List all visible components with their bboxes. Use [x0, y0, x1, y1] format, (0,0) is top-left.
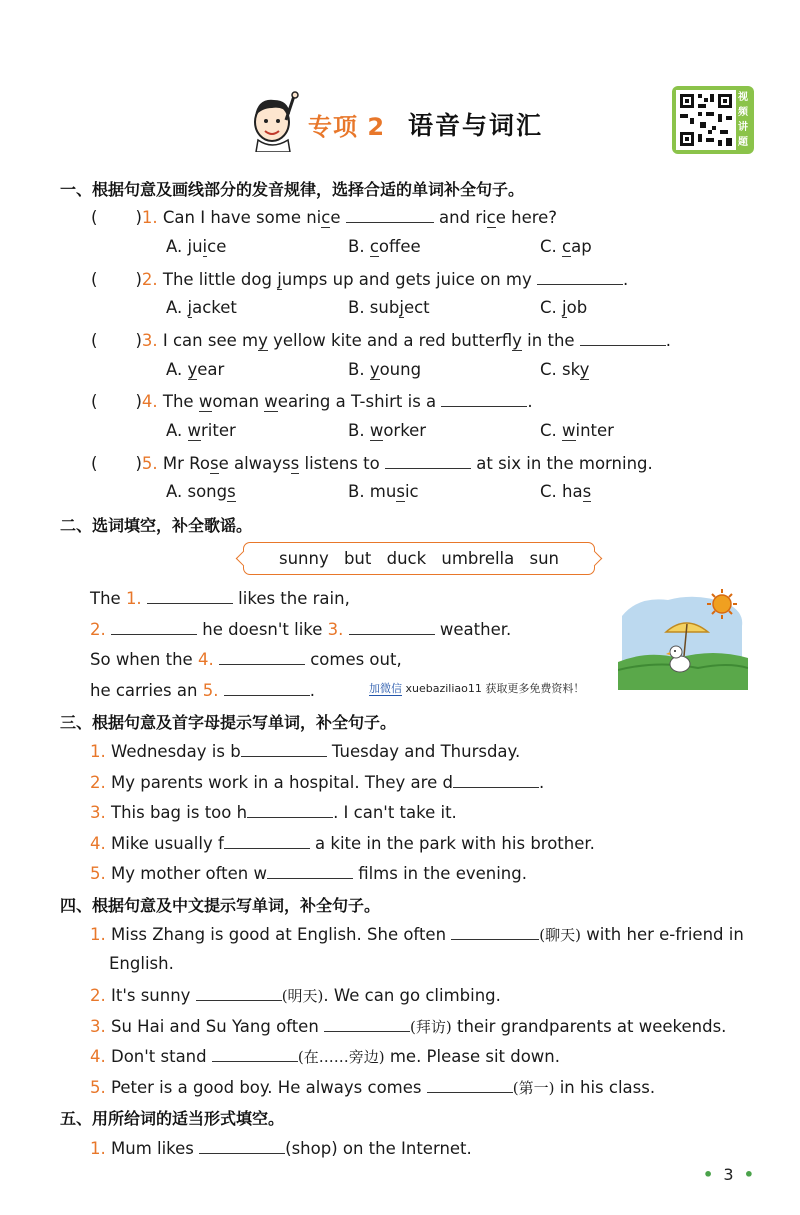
answer-blank[interactable] — [537, 268, 623, 285]
s4-item-4: 4. Don't stand (在……旁边) me. Please sit down. — [90, 1047, 561, 1066]
answer-blank[interactable] — [385, 452, 471, 469]
s3-item-2: 2. My parents work in a hospital. They are d . — [90, 773, 545, 792]
s5-item-1: 1. Mum likes (shop) on the Internet. — [90, 1139, 472, 1158]
q2-option-a[interactable]: A. jacket — [166, 298, 237, 317]
answer-blank[interactable] — [580, 329, 666, 346]
section1-heading: 一、根据句意及画线部分的发音规律，选择合适的单词补全句子。 — [60, 180, 525, 199]
answer-blank[interactable] — [453, 771, 539, 788]
s3-item-4: 4. Mike usually f a kite in the park with his brother. — [90, 834, 595, 853]
answer-blank[interactable] — [224, 679, 310, 696]
answer-blank[interactable] — [267, 862, 353, 879]
section5-heading: 五、用所给词的适当形式填空。 — [60, 1109, 285, 1128]
answer-blank[interactable] — [196, 984, 282, 1001]
question-4: ( )4. The woman wearing a T-shirt is a . — [91, 392, 533, 411]
answer-blank[interactable] — [324, 1015, 410, 1032]
rhyme-line-1: The 1. likes the rain, — [90, 589, 350, 608]
q3-option-b[interactable]: B. young — [348, 360, 422, 379]
s4-item-2: 2. It's sunny (明天). We can go climbing. — [90, 986, 501, 1005]
s4-item-1-continued: English. — [109, 954, 174, 973]
promo-link[interactable]: 加微信 — [369, 682, 402, 695]
qr-code[interactable] — [672, 86, 754, 154]
question-1: ( )1. Can I have some nice and rice here? — [91, 208, 558, 227]
answer-blank[interactable] — [199, 1137, 285, 1154]
section2-heading: 二、选词填空，补全歌谣。 — [60, 516, 253, 535]
answer-blank[interactable] — [451, 923, 539, 940]
q2-option-b[interactable]: B. subject — [348, 298, 430, 317]
rhyme-line-3: So when the 4. comes out, — [90, 650, 402, 669]
rhyme-line-4: he carries an 5. . — [90, 681, 315, 700]
question-2: ( )2. The little dog jumps up and gets juice on my . — [91, 270, 629, 289]
q5-option-a[interactable]: A. songs — [166, 482, 236, 501]
answer-blank[interactable] — [224, 832, 310, 849]
answer-blank[interactable] — [219, 648, 305, 665]
q4-option-a[interactable]: A. writer — [166, 421, 236, 440]
q2-option-c[interactable]: C. job — [540, 298, 588, 317]
answer-blank[interactable] — [427, 1076, 513, 1093]
qr-side-label: 视频讲题 — [738, 92, 748, 148]
page-dot-left: • — [703, 1165, 714, 1184]
q4-option-c[interactable]: C. winter — [540, 421, 614, 440]
promo-text: 加微信 xuebaziliao11 获取更多免费资料！ — [369, 682, 585, 695]
q5-option-c[interactable]: C. has — [540, 482, 592, 501]
q4-option-b[interactable]: B. worker — [348, 421, 427, 440]
word-bank-box — [243, 542, 595, 575]
rhyme-line-2: 2. he doesn't like 3. weather. — [90, 620, 512, 639]
special-label: 专项 2 — [308, 113, 386, 141]
answer-blank[interactable] — [247, 801, 333, 818]
s4-item-1: 1. Miss Zhang is good at English. She often (聊天) with her e-friend in — [90, 925, 744, 944]
answer-blank[interactable] — [111, 618, 197, 635]
answer-blank[interactable] — [441, 390, 527, 407]
page-number: • 3 • — [703, 1165, 754, 1184]
section3-heading: 三、根据句意及首字母提示写单词，补全句子。 — [60, 713, 397, 732]
q3-option-a[interactable]: A. year — [166, 360, 225, 379]
answer-blank[interactable] — [241, 740, 327, 757]
q1-option-c[interactable]: C. cap — [540, 237, 592, 256]
question-3: ( )3. I can see my yellow kite and a red butterfly in the . — [91, 331, 672, 350]
page-dot-right: • — [743, 1165, 754, 1184]
mascot-illustration — [246, 90, 302, 152]
q3-option-c[interactable]: C. sky — [540, 360, 590, 379]
page-title: 语音与词汇 — [408, 111, 544, 140]
q5-option-b[interactable]: B. music — [348, 482, 419, 501]
q1-option-a[interactable]: A. juice — [166, 237, 227, 256]
s4-item-5: 5. Peter is a good boy. He always comes (第一) in his class. — [90, 1078, 656, 1097]
answer-blank[interactable] — [349, 618, 435, 635]
answer-blank[interactable] — [147, 587, 233, 604]
s3-item-1: 1. Wednesday is b Tuesday and Thursday. — [90, 742, 521, 761]
answer-blank[interactable] — [212, 1045, 298, 1062]
question-5: ( )5. Mr Rose alwayss listens to at six in the morning. — [91, 454, 653, 473]
section4-heading: 四、根据句意及中文提示写单词，补全句子。 — [60, 896, 381, 915]
s3-item-5: 5. My mother often w films in the evening. — [90, 864, 527, 883]
duck-umbrella-illustration — [618, 586, 748, 690]
s3-item-3: 3. This bag is too h . I can't take it. — [90, 803, 457, 822]
word-bank: sunny but duck umbrella sun — [278, 549, 560, 568]
answer-blank[interactable] — [346, 206, 434, 223]
q1-option-b[interactable]: B. coffee — [348, 237, 421, 256]
s4-item-3: 3. Su Hai and Su Yang often (拜访) their grandparents at weekends. — [90, 1017, 727, 1036]
